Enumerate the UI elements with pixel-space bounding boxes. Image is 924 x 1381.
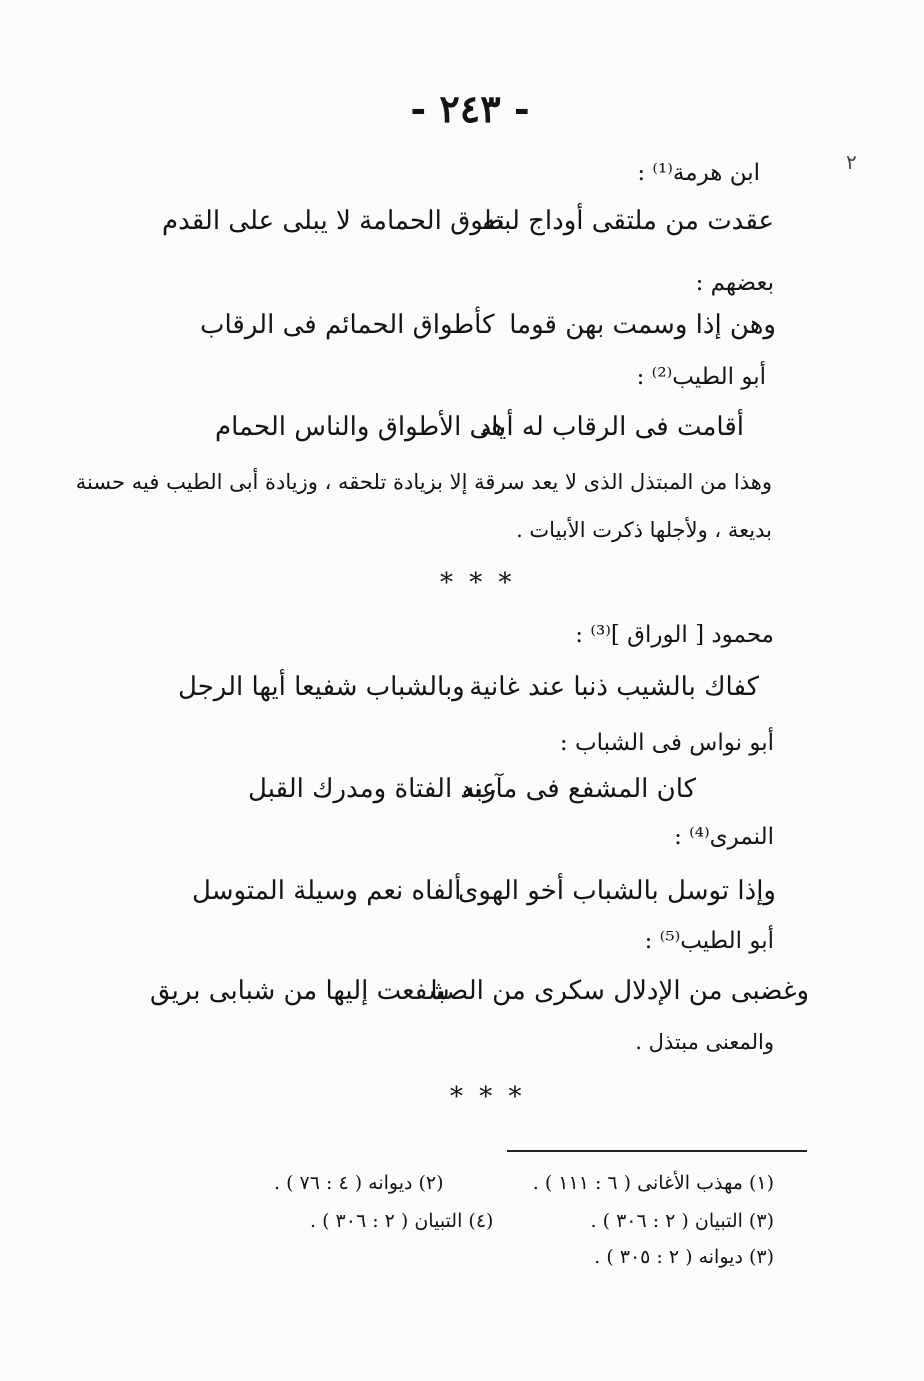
footnote-1: (١) مهذب الأغانى ( ٦ : ١١١ ) . [532, 1172, 774, 1194]
section-separator-1: * * * [440, 568, 516, 598]
footnote-3: (٣) التبيان ( ٢ : ٣٠٦ ) . [590, 1210, 774, 1232]
attribution-abu-al-tayyib-2: أبو الطيب⁽⁵⁾ : [644, 928, 774, 954]
attribution-al-namari: النمرى⁽⁴⁾ : [674, 824, 774, 850]
section-separator-2: * * * [450, 1082, 526, 1112]
footnote-5: (٣) ديوانه ( ٢ : ٣٠٥ ) . [594, 1246, 774, 1268]
verse-7-right: وغضبى من الإدلال سكرى من الصبا [430, 976, 809, 1006]
footnote-2: (٢) ديوانه ( ٤ : ٧٦ ) . [274, 1172, 444, 1194]
attribution-abu-nuwas: أبو نواس فى الشباب : [559, 730, 774, 756]
verse-6-right: وإذا توسل بالشباب أخو الهوى [458, 876, 776, 906]
verse-2-right: وهن إذا وسمت بهن قوما [509, 310, 776, 340]
footnote-4: (٤) التبيان ( ٢ : ٣٠٦ ) . [310, 1210, 494, 1232]
verse-1-left: طوق الحمامة لا يبلى على القدم [162, 206, 505, 236]
verse-2-left: كأطواق الحمائم فى الرقاب [200, 310, 495, 340]
attribution-abu-al-tayyib-1: أبو الطيب⁽²⁾ : [636, 364, 766, 390]
closing-remark: والمعنى مبتذل . [635, 1030, 774, 1054]
verse-6-left: ألفاه نعم وسيلة المتوسل [192, 876, 462, 906]
attribution-some-poets: بعضهم : [695, 270, 774, 296]
verse-5-right: كان المشفع فى مآربه [461, 774, 696, 804]
attribution-mahmud-al-warraq: محمود [ الوراق ]⁽³⁾ : [575, 622, 774, 648]
footnote-rule [507, 1150, 807, 1152]
verse-5-left: عند الفتاة ومدرك القبل [248, 774, 498, 804]
verse-4-left: وبالشباب شفيعا أيها الرجل [178, 672, 465, 702]
verse-7-left: شفعت إليها من شبابى بريق [150, 976, 450, 1006]
verse-3-right: أقامت فى الرقاب له أياد [479, 412, 744, 442]
attribution-ibn-harma: ابن هرمة⁽¹⁾ : [637, 160, 760, 186]
verse-3-left: هى الأطواق والناس الحمام [215, 412, 505, 442]
commentary-line-1: وهذا من المبتذل الذى لا يعد سرقة إلا بزيادة تلحقه ، وزيادة أبى الطيب فيه حسنة [75, 470, 772, 494]
verse-1-right: عقدت من ملتقى أوداج لبته [482, 206, 774, 236]
margin-mark: ٢ [846, 150, 857, 174]
page-number: - ٢٤٣ - [410, 86, 530, 131]
commentary-line-2: بديعة ، ولأجلها ذكرت الأبيات . [516, 518, 772, 542]
verse-4-right: كفاك بالشيب ذنبا عند غانية [469, 672, 759, 702]
